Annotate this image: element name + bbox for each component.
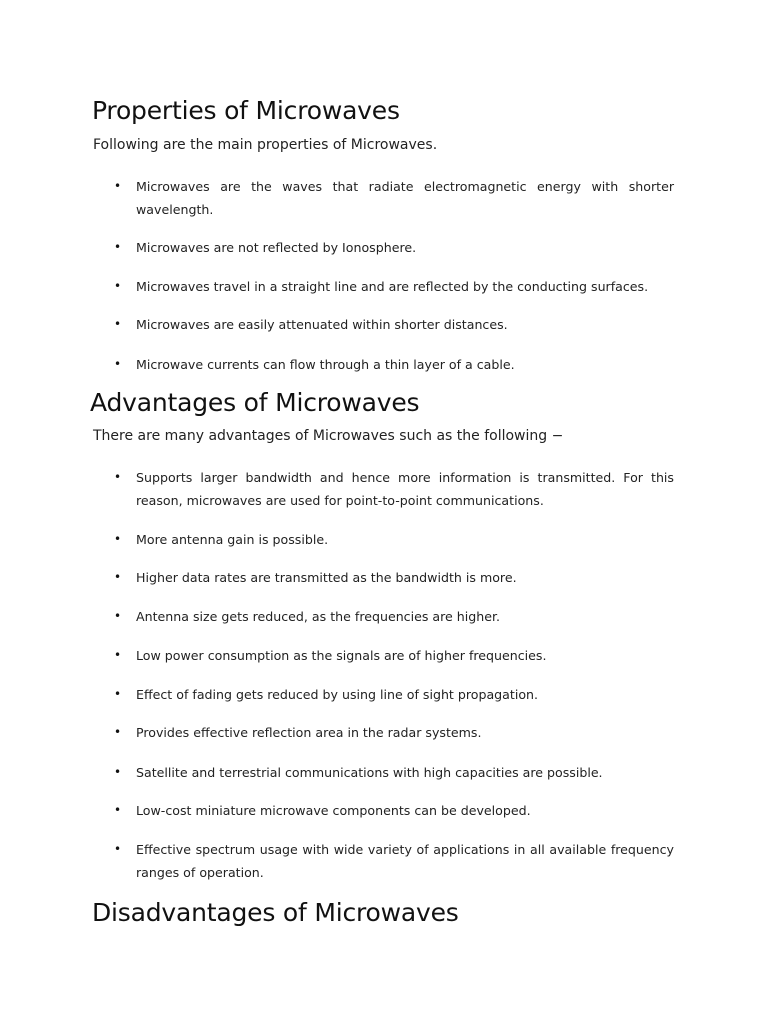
bullet-icon: • — [114, 357, 122, 371]
heading-advantages: Advantages of Microwaves — [90, 388, 420, 417]
list-item-text: Effective spectrum usage with wide variety of applications in all available frequency ranges of operation. — [136, 842, 674, 880]
heading-disadvantages: Disadvantages of Microwaves — [92, 898, 459, 927]
list-item-text: Microwaves are not reflected by Ionosphere. — [136, 240, 417, 255]
list-item — [114, 566, 674, 589]
list-item-text: Low-cost miniature microwave components can be developed. — [136, 803, 531, 818]
bullet-icon: • — [114, 317, 122, 331]
list-item-text: Satellite and terrestrial communications with high capacities are possible. — [136, 765, 603, 780]
list-item-text: Microwaves travel in a straight line and are reflected by the conducting surfaces. — [136, 279, 649, 294]
list-item — [114, 236, 674, 259]
list-item — [114, 313, 674, 336]
bullet-icon: • — [114, 842, 122, 856]
list-item — [114, 605, 674, 628]
list-item-text: Higher data rates are transmitted as the bandwidth is more. — [136, 570, 517, 585]
bullet-icon: • — [114, 532, 122, 546]
list-item — [114, 175, 674, 221]
list-item-text: Microwave currents can flow through a thin layer of a cable. — [136, 357, 515, 372]
list-item — [114, 799, 674, 822]
list-item-text: Provides effective reflection area in the radar systems. — [136, 725, 482, 740]
list-item-text: Effect of fading gets reduced by using line of sight propagation. — [136, 687, 539, 702]
bullet-icon: • — [114, 240, 122, 254]
list-item — [114, 683, 674, 706]
bullet-icon: • — [114, 648, 122, 662]
bullet-icon: • — [114, 765, 122, 779]
bullet-icon: • — [114, 609, 122, 623]
list-item-text: More antenna gain is possible. — [136, 532, 329, 547]
list-item — [114, 528, 674, 551]
bullet-icon: • — [114, 687, 122, 701]
intro-advantages: There are many advantages of Microwaves such as the following − — [93, 428, 564, 444]
bullet-icon: • — [114, 179, 122, 193]
list-item — [114, 466, 674, 512]
bullet-icon: • — [114, 570, 122, 584]
list-item-text: Microwaves are easily attenuated within shorter distances. — [136, 317, 508, 332]
bullet-icon: • — [114, 803, 122, 817]
bullet-icon: • — [114, 725, 122, 739]
bullet-icon: • — [114, 470, 122, 484]
heading-properties: Properties of Microwaves — [92, 96, 400, 125]
list-item-text: Low power consumption as the signals are of higher frequencies. — [136, 648, 547, 663]
list-item — [114, 275, 674, 298]
list-item — [114, 761, 674, 784]
list-item — [114, 838, 674, 884]
bullet-icon: • — [114, 279, 122, 293]
list-item-text: Microwaves are the waves that radiate electromagnetic energy with shorter wavelength. — [136, 179, 674, 217]
list-item — [114, 353, 674, 376]
intro-properties: Following are the main properties of Microwaves. — [93, 137, 438, 153]
list-item — [114, 721, 674, 744]
list-item-text: Antenna size gets reduced, as the frequencies are higher. — [136, 609, 501, 624]
list-item — [114, 644, 674, 667]
list-item-text: Supports larger bandwidth and hence more information is transmitted. For this reason, microwaves are used for point-to-point communications. — [136, 470, 674, 508]
